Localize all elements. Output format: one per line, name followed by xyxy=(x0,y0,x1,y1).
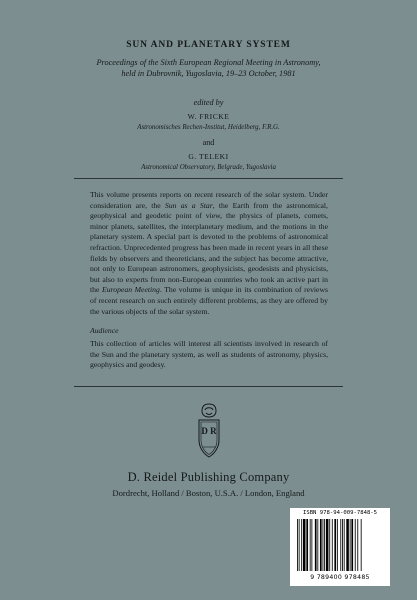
subtitle-line-1: Proceedings of the Sixth European Regional Meeting in Astronomy, xyxy=(96,58,321,67)
description-part-1: This volume presents reports on recent research of the solar system. Under consideration are, the xyxy=(90,190,328,210)
barcode-label xyxy=(290,508,390,586)
barcode-bar xyxy=(337,519,338,571)
barcode-bar xyxy=(310,519,311,571)
barcode-bar xyxy=(351,519,353,571)
barcode-bar xyxy=(342,519,343,571)
publisher-locations: Dordrecht, Holland / Boston, U.S.A. / London, England xyxy=(112,488,305,498)
barcode-bar xyxy=(317,519,318,571)
barcode-bar xyxy=(299,519,300,571)
barcode-bar xyxy=(355,519,356,571)
audience-paragraph: This collection of articles will interest all scientists involved in research of the Sun and the planetary system, as well as students of astronomy, physics, geophysics and geodesy. xyxy=(90,339,328,370)
barcode-bar xyxy=(332,519,333,571)
barcode-bar xyxy=(324,519,325,571)
bottom-divider xyxy=(74,386,343,387)
publisher-name: D. Reidel Publishing Company xyxy=(127,470,290,484)
book-subtitle xyxy=(0,57,417,79)
description-part-3: . The volume is unique in its combination of reviews of recent research on such entirely different problems, as they are offered by the various objects of the solar system. xyxy=(90,285,328,316)
editor-1-name: W. FRICKE xyxy=(187,112,230,121)
barcode-bar xyxy=(323,519,324,571)
barcode-digits: 9 789400 978485 xyxy=(310,574,370,581)
barcode-bar xyxy=(311,519,312,571)
edited-by-label: edited by xyxy=(193,98,224,107)
barcode-bar xyxy=(297,519,298,571)
editors-conjunction: and xyxy=(202,138,215,147)
editor-2-affiliation: Astronomical Observatory, Belgrade, Yugoslavia xyxy=(141,164,276,171)
barcode-bar xyxy=(306,519,308,571)
barcode-bar xyxy=(320,519,322,571)
publisher-logo-icon xyxy=(193,402,225,460)
barcode-bar xyxy=(361,519,362,571)
description-emphasis-1: Sun as a Star xyxy=(164,200,213,210)
barcode-bar xyxy=(340,519,341,571)
editor-1-affiliation: Astronomisches Rechen-Institut, Heidelberg, F.R.G. xyxy=(137,124,280,131)
barcode-bar xyxy=(315,519,317,571)
barcode-bar xyxy=(350,519,351,571)
logo-letters: D R xyxy=(201,426,217,436)
audience-heading: Audience xyxy=(90,326,119,335)
barcode-bar xyxy=(334,519,336,571)
top-divider xyxy=(74,178,343,179)
barcode-bar xyxy=(344,519,345,571)
barcode-bar xyxy=(303,519,306,571)
barcode-bar xyxy=(326,519,329,571)
barcode-bar xyxy=(301,519,302,571)
description-emphasis-2: European Meeting xyxy=(102,285,160,295)
description-paragraph xyxy=(90,190,328,317)
barcode-bars-icon xyxy=(296,519,384,571)
barcode-bar xyxy=(346,519,349,571)
subtitle-line-2: held in Dubrovnik, Yugoslavia, 19–23 October, 1981 xyxy=(121,69,296,78)
isbn-text: ISBN 978-94-009-7848-5 xyxy=(302,510,378,516)
barcode-bar xyxy=(357,519,358,571)
editor-2-name: G. TELEKI xyxy=(188,152,229,161)
barcode-bar xyxy=(329,519,330,571)
book-title: SUN AND PLANETARY SYSTEM xyxy=(126,40,291,50)
description-part-2: , the Earth from the astronomical, geophysical and geodetic point of view, the physics of planets, comets, minor planets, satellites, the interplanetary medium, and the motions in the planetary system. A special part is devoted to the problems of astronomical refraction. Unprecedented progress has been made in recent years in all these fields by observers and theoreticians, and the subject has become attractive, not only to European astronomers, geophysicists, geodesists and physicists, but also to experts from non-European countries who took an active part in the xyxy=(90,200,328,295)
